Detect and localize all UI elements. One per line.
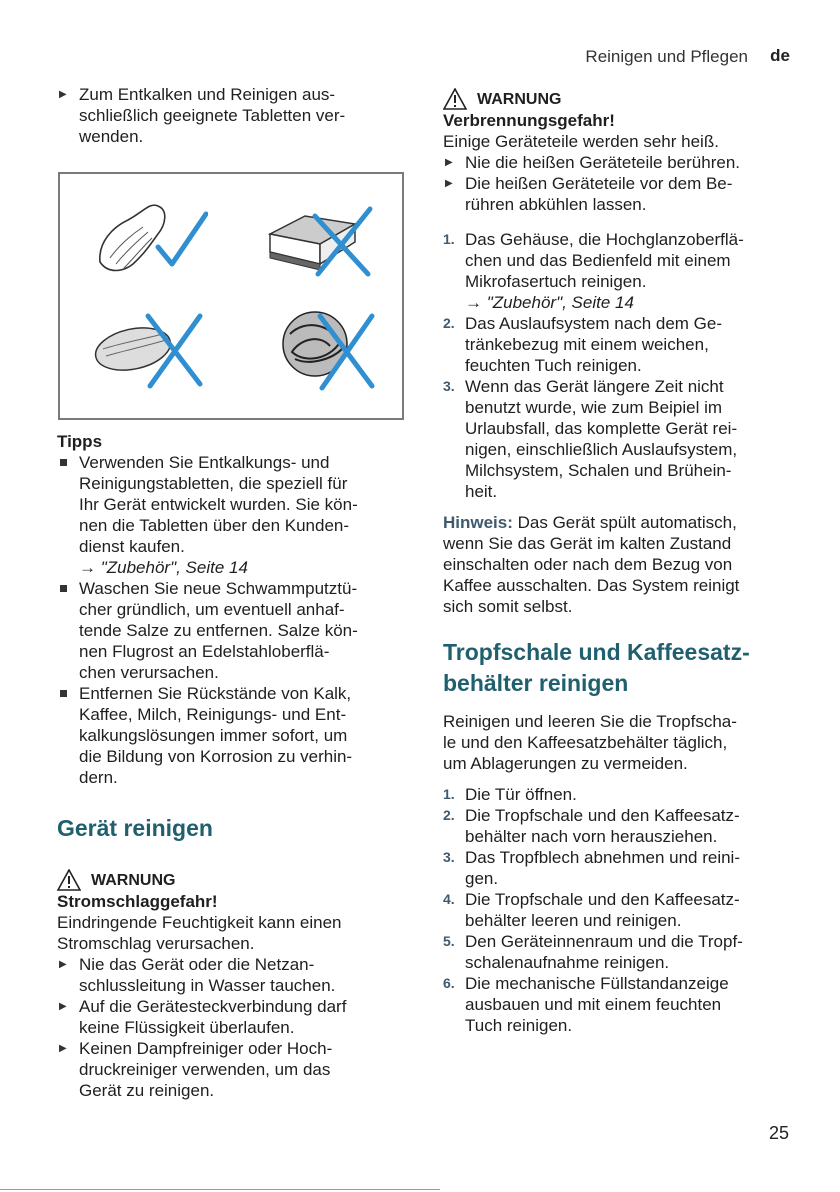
warning-step (57, 954, 407, 996)
numbered-step (443, 229, 793, 313)
steel-wool-icon (260, 304, 380, 394)
step-text: Die Tropfschale und den Kaffeesatz- behälter nach vorn herausziehen. (465, 806, 740, 846)
numbered-step (443, 973, 793, 1036)
numbered-step (443, 784, 793, 805)
warning-step-text: Nie das Gerät oder die Netzan- schlussleitung in Wasser tauchen. (79, 955, 336, 995)
warning-label: WARNUNG (91, 871, 176, 889)
triangle-bullet-icon: ▶ (59, 1043, 67, 1054)
step-number: 5. (443, 933, 455, 949)
sponge-icon (260, 194, 380, 284)
warning-triangle-icon (443, 88, 467, 110)
tip-text: Verwenden Sie Entkalkungs- und Reinigungstabletten, die speziell für Ihr Gerät entwickelt wurden. Sie kön- nen die Tabletten über den Kunden- dienst kaufen. (79, 453, 358, 556)
step-text: Die mechanische Füllstandanzeige ausbauen und mit einem feuchten Tuch reinigen. (465, 974, 729, 1035)
step-number: 1. (443, 231, 455, 247)
step-number: 1. (443, 786, 455, 802)
square-bullet-icon (60, 585, 67, 592)
warning-title: Verbrennungsgefahr! (443, 111, 615, 130)
warning-title: Stromschlaggefahr! (57, 892, 218, 911)
tip-reference-link[interactable]: → "Zubehör", Seite 14 (79, 558, 248, 577)
triangle-bullet-icon: ▶ (59, 959, 67, 970)
warning-step (443, 173, 793, 215)
triangle-bullet-icon: ▶ (59, 1001, 67, 1012)
check-icon (158, 214, 206, 264)
tip-text: Waschen Sie neue Schwammputztü- cher gründlich, um eventuell anhaf- tende Salze zu entfernen. Salze kön- nen Flugrost an Edelstahloberflä- chen verursachen. (79, 579, 358, 682)
header-section-title: Reinigen und Pflegen (585, 47, 748, 66)
scouring-pad-not-allowed (88, 304, 208, 394)
tip-text: Entfernen Sie Rückstände von Kalk, Kaffee, Milch, Reinigungs- und Ent- kalkungslösungen immer sofort, um die Bildung von Korrosion zu verhin- dern. (79, 684, 353, 787)
step-number: 2. (443, 315, 455, 331)
warning-header (443, 88, 793, 110)
warning-step (57, 1038, 407, 1101)
right-column (443, 88, 793, 1036)
warning-text: Eindringende Feuchtigkeit kann einen Stromschlag verursachen. (57, 913, 342, 953)
numbered-step (443, 805, 793, 847)
square-bullet-icon (60, 459, 67, 466)
step-text: Das Gehäuse, die Hochglanzoberflä- chen und das Bedienfeld mit einem Mikrofasertuch reinigen. (465, 230, 744, 291)
numbered-step (443, 931, 793, 973)
step-text: Die Tür öffnen. (465, 785, 577, 804)
numbered-step (443, 313, 793, 376)
tips-heading: Tipps (57, 432, 103, 451)
tip-item (57, 452, 407, 578)
note-paragraph: Hinweis: Das Gerät spült automatisch, wenn Sie das Gerät im kalten Zustand einschalten oder nach dem Bezug von Kaffee ausschalten. Das System reinigt sich somit selbst. (443, 513, 740, 616)
scouring-pad-icon (88, 304, 208, 394)
page-number: 25 (768, 1123, 789, 1143)
numbered-step (443, 376, 793, 502)
steel-wool-not-allowed (260, 304, 380, 394)
step-number: 3. (443, 849, 455, 865)
left-column (57, 84, 407, 1101)
step-number: 3. (443, 378, 455, 394)
step-number: 6. (443, 975, 455, 991)
step-number: 2. (443, 807, 455, 823)
step-text: Das Auslaufsystem nach dem Ge- tränkebezug mit einem weichen, feuchten Tuch reinigen. (465, 314, 723, 375)
tray-steps (443, 784, 793, 1036)
step-text: Wenn das Gerät längere Zeit nicht benutzt wurde, wie zum Beipiel im Urlaubsfall, das komplette Gerät rei- nigen, einschließlich Auslaufsystem, Milchsystem, Schalen und Brühein- heit. (465, 377, 738, 501)
step-text: Das Tropfblech abnehmen und reini- gen. (465, 848, 740, 888)
triangle-bullet-icon: ▶ (59, 89, 67, 100)
tip-item (57, 578, 407, 683)
intro-bullet (57, 84, 407, 147)
tips-list (57, 452, 407, 788)
warning-step-text: Die heißen Geräteteile vor dem Be- rühren abkühlen lassen. (465, 174, 733, 214)
warning-step (57, 996, 407, 1038)
numbered-step (443, 847, 793, 889)
warning-step-text: Keinen Dampfreiniger oder Hoch- druckreiniger verwenden, um das Gerät zu reinigen. (79, 1039, 333, 1100)
step-text: Die Tropfschale und den Kaffeesatz- behälter leeren und reinigen. (465, 890, 740, 930)
warning-label: WARNUNG (477, 90, 562, 108)
step-number: 4. (443, 891, 455, 907)
warning-steps (57, 954, 407, 1101)
abrasive-sponge-not-allowed (260, 194, 380, 284)
triangle-bullet-icon: ▶ (445, 157, 453, 168)
warning-step-text: Nie die heißen Geräteteile berühren. (465, 153, 740, 172)
header-language: de (770, 46, 790, 65)
warning-steps (443, 152, 793, 215)
warning-step-text: Auf die Gerätesteckverbindung darf keine Flüssigkeit überlaufen. (79, 997, 347, 1037)
section-title-tropfschale: Tropfschale und Kaffeesatz- behälter reinigen (443, 639, 750, 696)
warning-header (57, 869, 407, 891)
cleaning-steps (443, 229, 793, 502)
warning-step (443, 152, 793, 173)
section-title-geraet-reinigen: Gerät reinigen (57, 815, 213, 841)
tip-item (57, 683, 407, 788)
microfiber-cloth-icon (88, 192, 208, 282)
triangle-bullet-icon: ▶ (445, 178, 453, 189)
footer-divider (0, 1189, 440, 1190)
microfiber-cloth-allowed (88, 192, 208, 282)
intro-list (57, 84, 407, 147)
step-text: Den Geräteinnenraum und die Tropf- schalenaufnahme reinigen. (465, 932, 743, 972)
warning-triangle-icon (57, 869, 81, 891)
square-bullet-icon (60, 690, 67, 697)
cleaning-materials-figure (58, 172, 404, 420)
intro-bullet-text: Zum Entkalken und Reinigen aus- schließlich geeignete Tabletten ver- wenden. (79, 85, 346, 146)
warning-text: Einige Geräteteile werden sehr heiß. (443, 132, 719, 151)
section-intro: Reinigen und leeren Sie die Tropfscha- le und den Kaffeesatzbehälter täglich, um Ablagerungen zu vermeiden. (443, 712, 737, 773)
numbered-step (443, 889, 793, 931)
note-label: Hinweis: (443, 513, 513, 532)
step-reference-link[interactable]: → "Zubehör", Seite 14 (465, 293, 634, 312)
